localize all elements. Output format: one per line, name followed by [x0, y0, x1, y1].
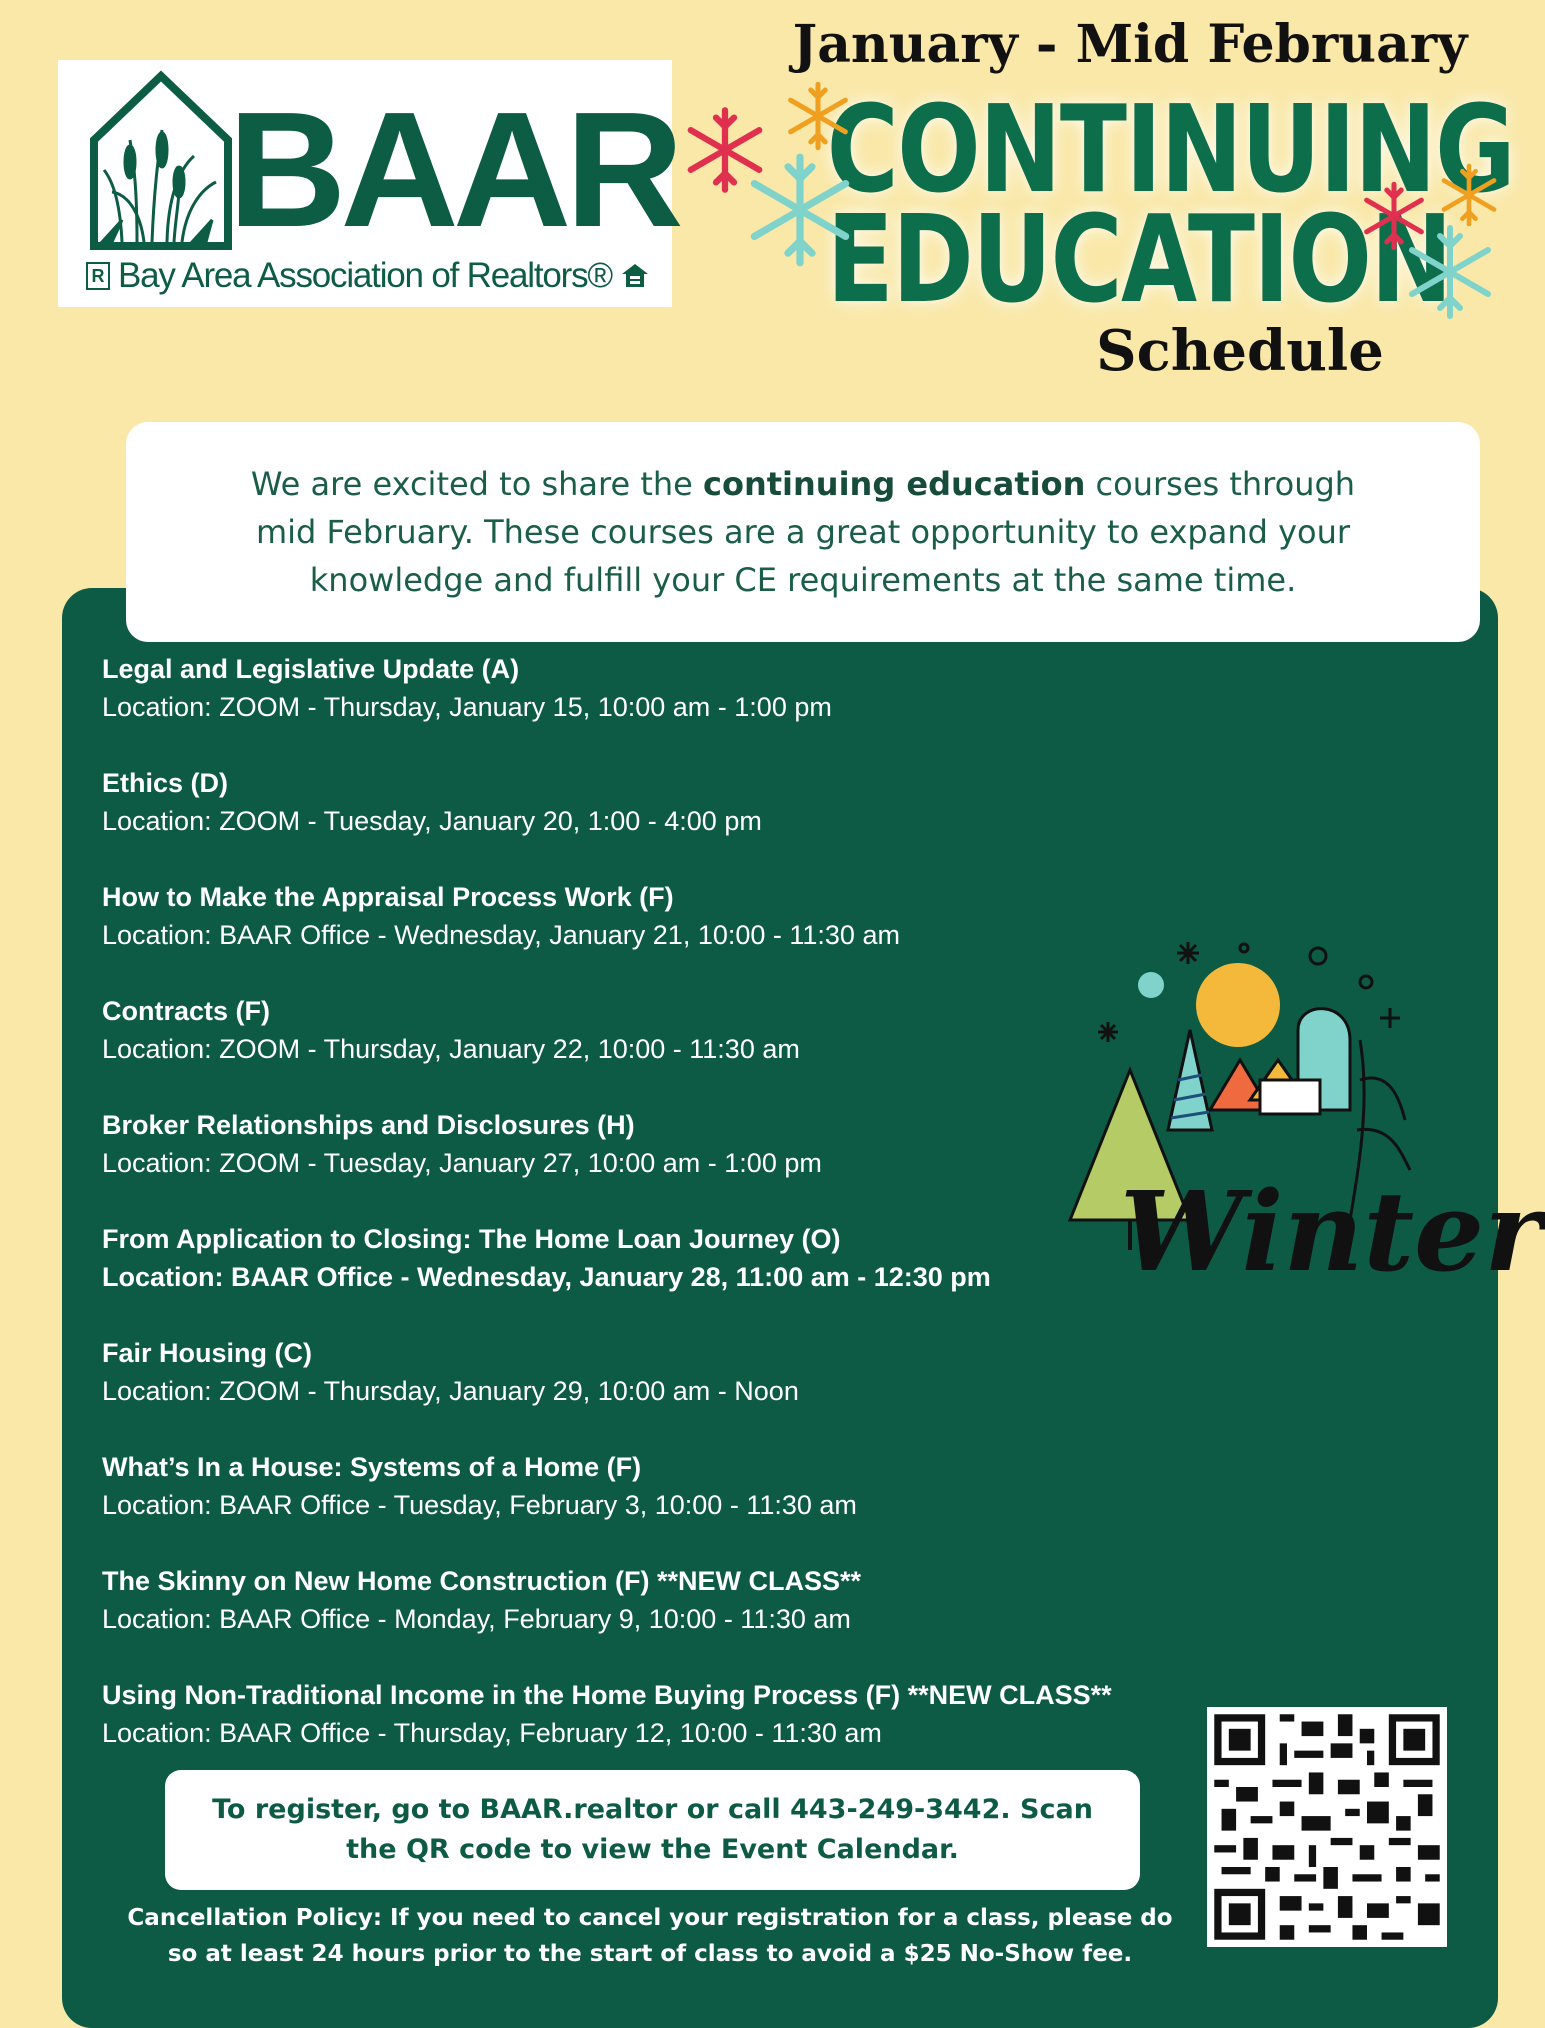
snowflake-icon	[782, 80, 854, 152]
snowflake-icon	[1400, 222, 1500, 322]
course-location: Location: ZOOM - Tuesday, January 20, 1:00 - 4:00 pm	[102, 806, 762, 836]
cancellation-policy: Cancellation Policy: If you need to cancel your registration for a class, please do so at least 24 hours prior to the start of class to avoid a $25 No-Show fee.	[127, 1905, 1173, 1967]
course-title: The Skinny on New Home Construction (F) **NEW CLASS**	[102, 1566, 862, 1596]
logo-association-line	[86, 256, 666, 296]
course-location: Location: ZOOM - Tuesday, January 27, 10:00 am - 1:00 pm	[102, 1148, 822, 1178]
course-title: What’s In a House: Systems of a Home (F)	[102, 1452, 642, 1482]
course-item	[102, 1106, 1202, 1220]
course-location: Location: BAAR Office - Wednesday, January 21, 10:00 - 11:30 am	[102, 920, 900, 950]
house-grass-icon	[82, 70, 240, 250]
date-range-heading: January - Mid February	[792, 14, 1468, 75]
course-title: Broker Relationships and Disclosures (H)	[102, 1110, 635, 1140]
schedule-heading: Schedule	[1096, 318, 1384, 384]
snowflake-icon	[740, 150, 860, 270]
course-location: Location: BAAR Office - Tuesday, February 3, 10:00 - 11:30 am	[102, 1490, 857, 1520]
course-item	[102, 650, 1202, 764]
course-title: Legal and Legislative Update (A)	[102, 654, 520, 684]
course-location: Location: BAAR Office - Wednesday, January 28, 11:00 am - 12:30 pm	[102, 1262, 991, 1292]
course-title: Ethics (D)	[102, 768, 229, 798]
headline-continuing: CONTINUING	[826, 81, 1515, 220]
register-box	[165, 1770, 1140, 1890]
course-item	[102, 878, 1202, 992]
course-title: Using Non-Traditional Income in the Home Buying Process (F) **NEW CLASS**	[102, 1680, 1112, 1710]
course-location: Location: BAAR Office - Monday, February 9, 10:00 - 11:30 am	[102, 1604, 851, 1634]
course-item	[102, 1562, 1202, 1676]
course-title: From Application to Closing: The Home Loan Journey (O)	[102, 1224, 841, 1254]
course-list	[102, 650, 1202, 1790]
headline-education: EDUCATION	[826, 191, 1452, 330]
course-title: Fair Housing (C)	[102, 1338, 312, 1368]
course-title: Contracts (F)	[102, 996, 270, 1026]
realtor-badge-icon: R	[86, 262, 110, 290]
winter-word: Winter	[1120, 1167, 1543, 1296]
course-item	[102, 1334, 1202, 1448]
course-item	[102, 1220, 1202, 1334]
course-title: How to Make the Appraisal Process Work (F)	[102, 882, 674, 912]
course-item	[102, 992, 1202, 1106]
equal-housing-icon	[620, 261, 650, 291]
course-location: Location: ZOOM - Thursday, January 29, 10:00 am - Noon	[102, 1376, 799, 1406]
logo-wordmark: BAAR	[228, 78, 678, 261]
course-location: Location: ZOOM - Thursday, January 22, 10:00 - 11:30 am	[102, 1034, 800, 1064]
course-location: Location: BAAR Office - Thursday, February 12, 10:00 - 11:30 am	[102, 1718, 882, 1748]
snowflake-icon	[1436, 162, 1502, 228]
association-name: Bay Area Association of Realtors®	[118, 256, 612, 295]
course-item	[102, 1448, 1202, 1562]
course-item	[102, 764, 1202, 878]
register-text: To register, go to BAAR.realtor or call 443-249-3442. Scan the QR code to view the Event Calendar.	[212, 1794, 1093, 1865]
qr-code[interactable]	[1207, 1707, 1447, 1947]
intro-highlight: continuing education	[703, 465, 1086, 503]
course-location: Location: ZOOM - Thursday, January 15, 10:00 am - 1:00 pm	[102, 692, 832, 722]
winter-illustration	[1060, 930, 1543, 1310]
intro-box	[126, 422, 1480, 642]
baar-logo	[58, 60, 678, 307]
intro-text: We are excited to share the continuing education courses through mid February. These courses are a great opportunity to expand your knowledge and fulfill your CE requirements at the same time.	[250, 465, 1356, 599]
